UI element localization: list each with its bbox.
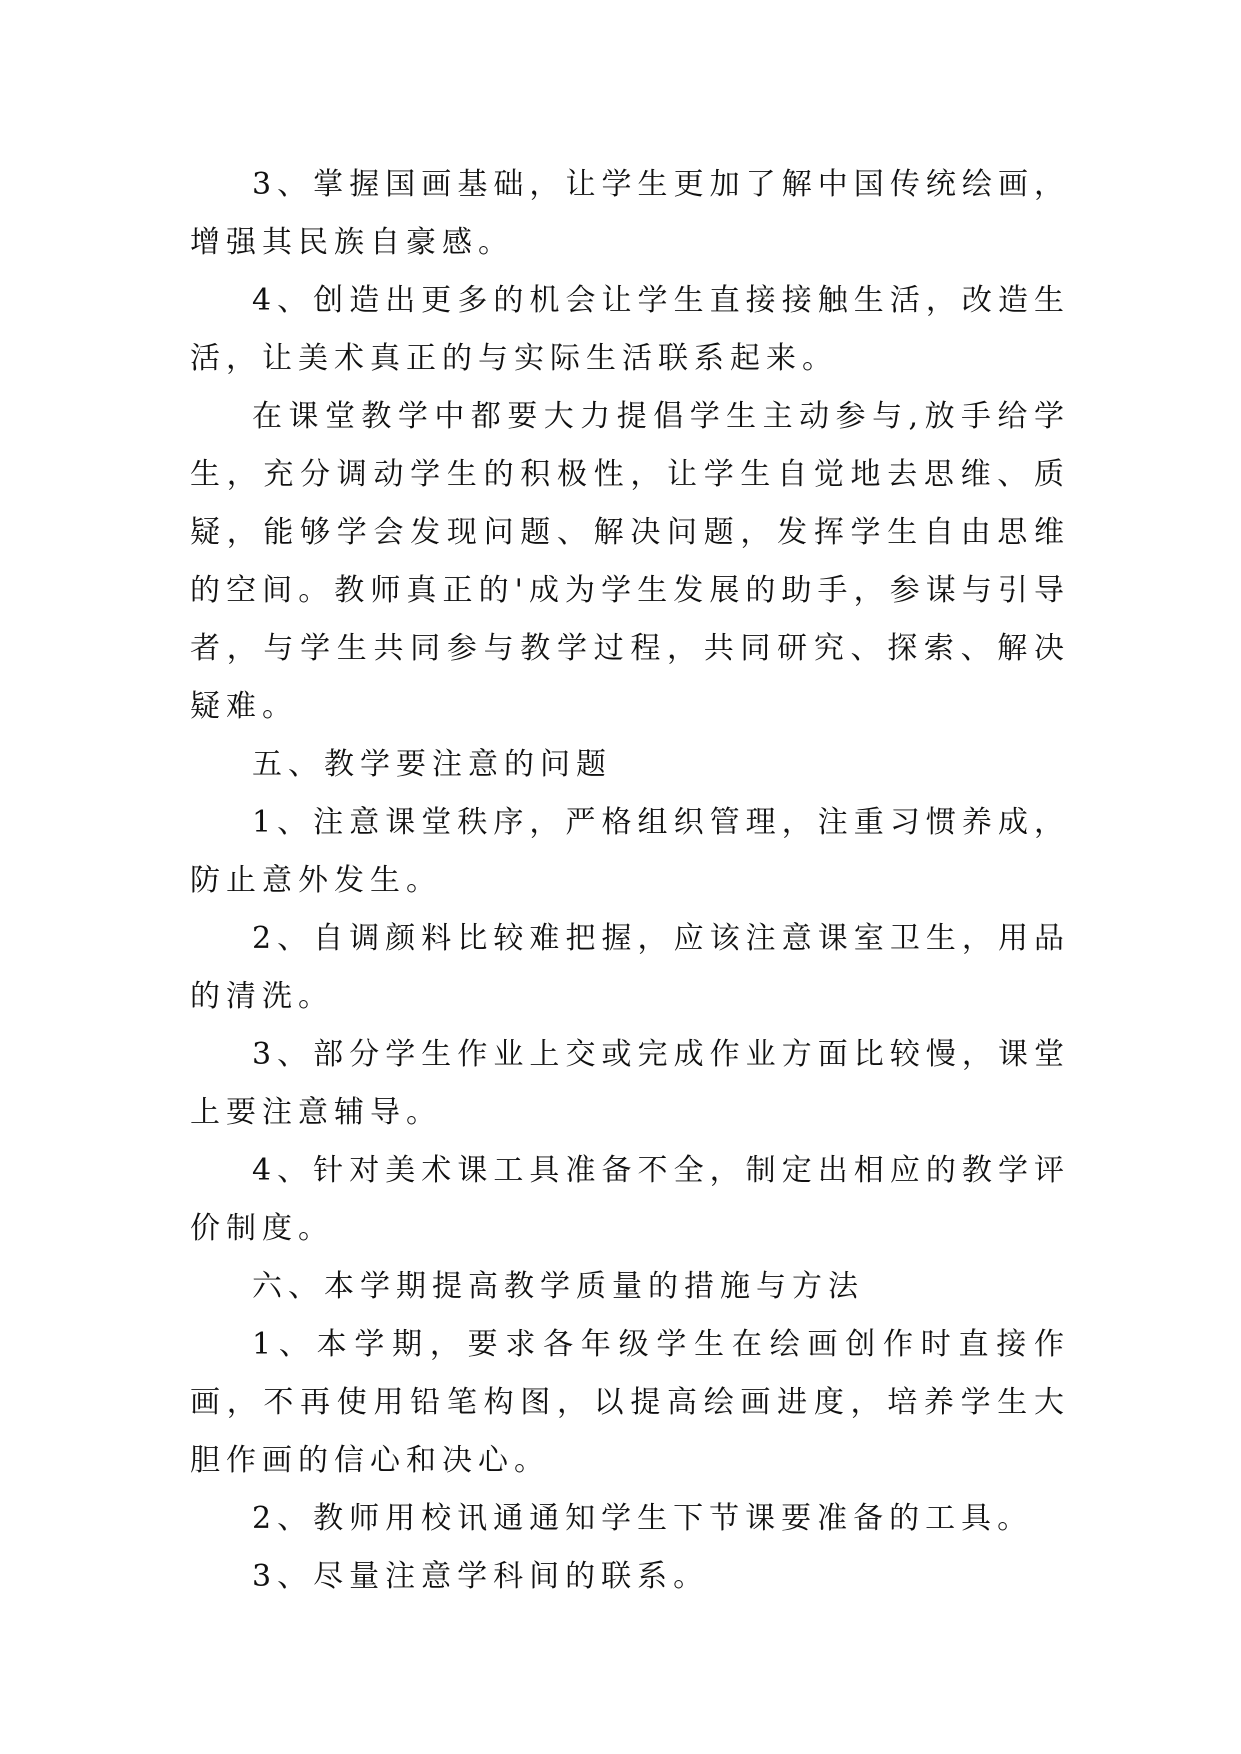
- paragraph-item-3-homework: 3、部分学生作业上交或完成作业方面比较慢，课堂上要注意辅导。: [190, 1037, 1070, 1130]
- section-heading-5: 五、教学要注意的问题: [252, 747, 612, 782]
- paragraph-classroom-teaching: 在课堂教学中都要大力提倡学生主动参与,放手给学生，充分调动学生的积极性，让学生自觉地去思维、质疑，能够学会发现问题、解决问题，发挥学生自由思维的空间。教师真正的'成为学生发展的助手，参谋与引导者，与学生共同参与教学过程，共同研究、探索、解决疑难。: [190, 399, 1070, 724]
- document-body: [190, 156, 1070, 1606]
- paragraph-item-3-subjects: 3、尽量注意学科间的联系。: [252, 1559, 710, 1594]
- paragraph-item-4-tools: 4、针对美术课工具准备不全，制定出相应的教学评价制度。: [190, 1153, 1070, 1246]
- paragraph-item-4-life: 4、创造出更多的机会让学生直接接触生活，改造生活，让美术真正的与实际生活联系起来。: [190, 283, 1070, 376]
- paragraph-item-2-paint: 2、自调颜料比较难把握，应该注意课室卫生，用品的清洗。: [190, 921, 1070, 1014]
- paragraph-item-3-guohua: 3、掌握国画基础，让学生更加了解中国传统绘画，增强其民族自豪感。: [190, 167, 1070, 260]
- paragraph-item-2-notice: 2、教师用校讯通通知学生下节课要准备的工具。: [252, 1501, 1034, 1536]
- paragraph-item-1-direct-drawing: 1、本学期，要求各年级学生在绘画创作时直接作画，不再使用铅笔构图，以提高绘画进度，培养学生大胆作画的信心和决心。: [190, 1327, 1070, 1478]
- paragraph-item-1-order: 1、注意课堂秩序，严格组织管理，注重习惯养成，防止意外发生。: [190, 805, 1070, 898]
- section-heading-6: 六、本学期提高教学质量的措施与方法: [252, 1269, 864, 1304]
